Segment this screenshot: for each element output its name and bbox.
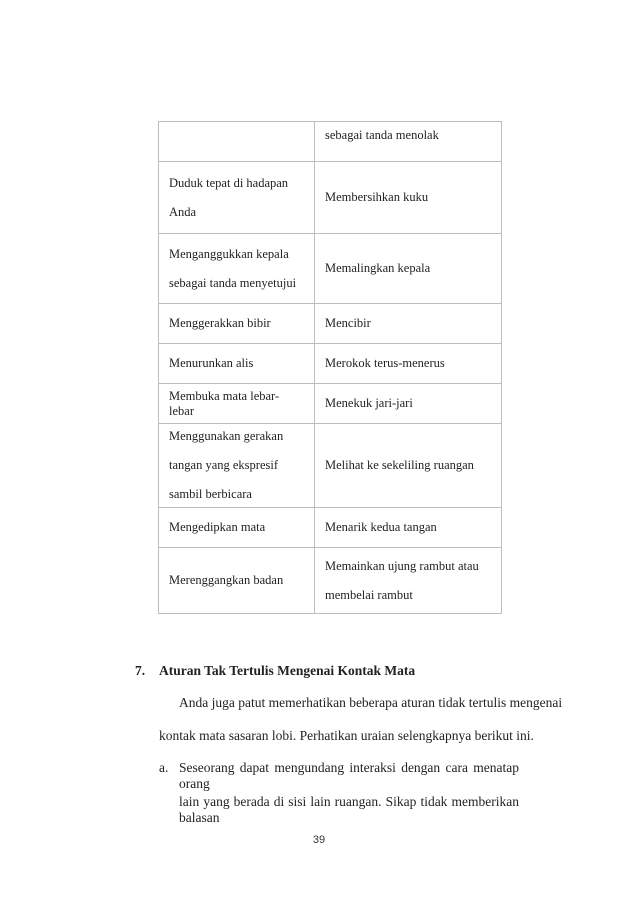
gesture-table (158, 121, 502, 614)
behavior-cell (159, 234, 315, 304)
table-row (159, 424, 502, 508)
cell-text: Melihat ke sekeliling ruangan (325, 458, 474, 472)
behavior-cell (159, 304, 315, 344)
cell-text: membelai rambut (325, 587, 413, 602)
cell-text: Merenggangkan badan (169, 573, 284, 587)
paragraph-line-2: kontak mata sasaran lobi. Perhatikan uraian selengkapnya berikut ini. (159, 728, 534, 743)
table-row (159, 122, 502, 162)
cell-text: Menganggukkan kepala (169, 246, 289, 261)
list-item-a-line-1: Seseorang dapat mengundang interaksi dengan cara menatap orang (179, 760, 519, 791)
paragraph-line-1: Anda juga patut memerhatikan beberapa aturan tidak tertulis mengenai (179, 695, 563, 710)
table-row (159, 548, 502, 614)
counter-behavior-cell (315, 424, 502, 508)
behavior-cell (159, 384, 315, 424)
section-heading (135, 663, 415, 679)
section-title: Aturan Tak Tertulis Mengenai Kontak Mata (159, 663, 416, 678)
cell-text: Duduk tepat di hadapan (169, 175, 289, 190)
cell-text: Membersihkan kuku (325, 190, 429, 204)
cell-text: sebagai tanda menolak (325, 128, 439, 142)
table-row (159, 304, 502, 344)
behavior-cell (159, 508, 315, 548)
cell-text: tangan yang ekspresif (169, 458, 278, 472)
behavior-cell (159, 122, 315, 162)
cell-text: Anda (169, 204, 197, 219)
counter-behavior-cell (315, 548, 502, 614)
counter-behavior-cell (315, 384, 502, 424)
page-number: 39 (312, 834, 326, 846)
section-number: 7. (135, 663, 146, 678)
counter-behavior-cell (315, 162, 502, 234)
table-row (159, 162, 502, 234)
cell-text: Memalingkan kepala (325, 261, 431, 275)
table-row (159, 384, 502, 424)
cell-text: Merokok terus-menerus (325, 356, 445, 370)
counter-behavior-cell (315, 508, 502, 548)
cell-text: Menggunakan gerakan (169, 429, 284, 443)
behavior-cell (159, 344, 315, 384)
list-item-a-line-2: lain yang berada di sisi lain ruangan. Sikap tidak memberikan balasan (179, 794, 519, 825)
cell-text: Menurunkan alis (169, 356, 254, 370)
behavior-cell (159, 548, 315, 614)
table-row (159, 234, 502, 304)
counter-behavior-cell (315, 304, 502, 344)
list-marker-a: a. (159, 760, 169, 775)
cell-text: Menarik kedua tangan (325, 520, 437, 534)
cell-text: Mencibir (325, 316, 371, 330)
counter-behavior-cell (315, 234, 502, 304)
table-row (159, 344, 502, 384)
cell-text: Mengedipkan mata (169, 520, 266, 534)
cell-text: sebagai tanda menyetujui (169, 275, 297, 290)
behavior-cell (159, 162, 315, 234)
table-row (159, 508, 502, 548)
cell-text: Membuka mata lebar-lebar (169, 388, 280, 418)
behavior-cell (159, 424, 315, 508)
counter-behavior-cell (315, 122, 502, 162)
counter-behavior-cell (315, 344, 502, 384)
cell-text: Menekuk jari-jari (325, 396, 413, 410)
cell-text: Menggerakkan bibir (169, 316, 271, 330)
cell-text: Memainkan ujung rambut atau (325, 558, 479, 573)
cell-text: sambil berbicara (169, 487, 252, 501)
